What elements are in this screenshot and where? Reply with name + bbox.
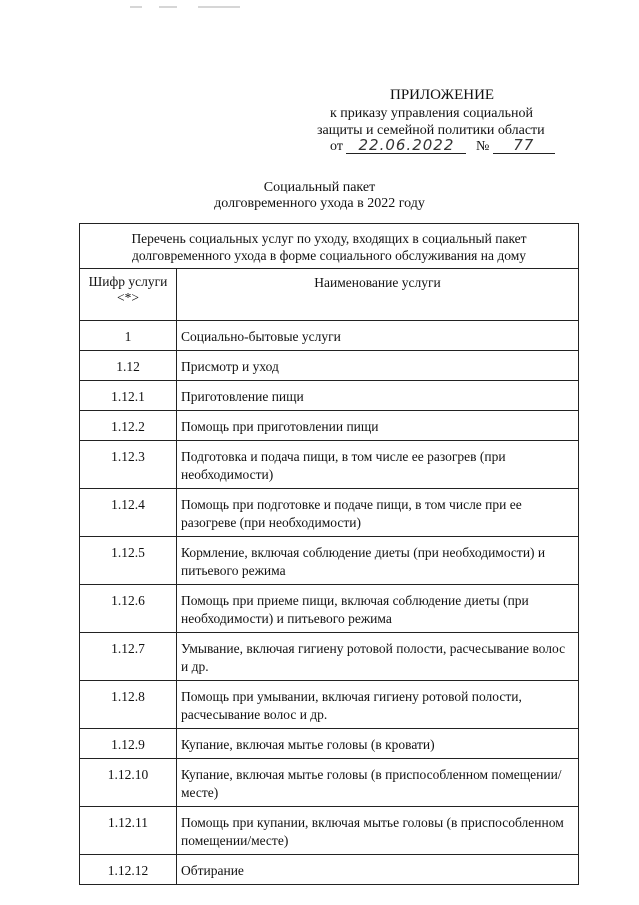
table-row — [80, 321, 579, 351]
appendix-order-line: к приказу управления социальной — [330, 106, 533, 121]
caption-line-2: долговременного ухода в форме социального обслуживания на дому — [131, 248, 527, 263]
service-name: Помощь при умывании, включая гигиену ротовой полости, расчесывание волос и др. — [177, 681, 579, 729]
table-caption — [80, 224, 579, 269]
service-code: 1.12.11 — [80, 807, 177, 855]
table-row — [80, 537, 579, 585]
order-date: 22.06.2022 — [346, 138, 466, 154]
service-code: 1.12.6 — [80, 585, 177, 633]
header-code-footnote: <*> — [117, 290, 139, 305]
appendix-department-line: защиты и семейной политики области — [317, 123, 545, 138]
service-name: Обтирание — [177, 855, 579, 885]
service-name: Помощь при подготовке и подаче пищи, в том числе при ее разогреве (при необходимости) — [177, 489, 579, 537]
service-name: Купание, включая мытье головы (в приспособленном помещении/месте) — [177, 759, 579, 807]
service-name: Помощь при приготовлении пищи — [177, 411, 579, 441]
service-code: 1 — [80, 321, 177, 351]
service-code: 1.12.4 — [80, 489, 177, 537]
table-row — [80, 681, 579, 729]
service-name: Купание, включая мытье головы (в кровати) — [177, 729, 579, 759]
service-name: Кормление, включая соблюдение диеты (при необходимости) и питьевого режима — [177, 537, 579, 585]
service-code: 1.12.5 — [80, 537, 177, 585]
service-code: 1.12.10 — [80, 759, 177, 807]
service-code: 1.12.12 — [80, 855, 177, 885]
service-code: 1.12.7 — [80, 633, 177, 681]
service-name: Приготовление пищи — [177, 381, 579, 411]
table-row — [80, 351, 579, 381]
service-code: 1.12.8 — [80, 681, 177, 729]
service-name: Присмотр и уход — [177, 351, 579, 381]
scan-artifact — [159, 6, 177, 8]
service-code: 1.12.1 — [80, 381, 177, 411]
scan-artifact — [130, 6, 142, 8]
title-line-1: Социальный пакет — [263, 180, 376, 195]
caption-line-1: Перечень социальных услуг по уходу, входящих в социальный пакет — [131, 231, 527, 246]
table-row — [80, 381, 579, 411]
table-row — [80, 633, 579, 681]
scan-artifact — [198, 6, 240, 8]
table-row — [80, 411, 579, 441]
service-name: Умывание, включая гигиену ротовой полости, расчесывание волос и др. — [177, 633, 579, 681]
appendix-date-number-line — [330, 138, 555, 155]
service-code: 1.12.2 — [80, 411, 177, 441]
header-code — [80, 269, 177, 321]
table-row — [80, 759, 579, 807]
table-row — [80, 807, 579, 855]
service-name: Подготовка и подача пищи, в том числе ее разогрев (при необходимости) — [177, 441, 579, 489]
title-line-2: долговременного ухода в 2022 году — [214, 196, 425, 211]
document-title — [0, 180, 639, 212]
service-code: 1.12.9 — [80, 729, 177, 759]
from-label: от — [330, 139, 343, 154]
appendix-title: ПРИЛОЖЕНИЕ — [390, 87, 495, 103]
table-row — [80, 441, 579, 489]
table-row — [80, 585, 579, 633]
service-name: Помощь при купании, включая мытье головы (в приспособленном помещении/месте) — [177, 807, 579, 855]
table-body — [80, 321, 579, 885]
service-name: Социально-бытовые услуги — [177, 321, 579, 351]
service-name: Помощь при приеме пищи, включая соблюдение диеты (при необходимости) и питьевого режима — [177, 585, 579, 633]
table-header-row — [80, 269, 579, 321]
services-table — [79, 223, 579, 885]
table-caption-row — [80, 224, 579, 269]
table-row — [80, 855, 579, 885]
service-code: 1.12 — [80, 351, 177, 381]
service-code: 1.12.3 — [80, 441, 177, 489]
table-row — [80, 489, 579, 537]
number-label: № — [475, 139, 490, 154]
order-number: 77 — [493, 138, 555, 154]
header-code-label: Шифр услуги — [88, 274, 168, 289]
header-name: Наименование услуги — [177, 269, 579, 321]
table-row — [80, 729, 579, 759]
